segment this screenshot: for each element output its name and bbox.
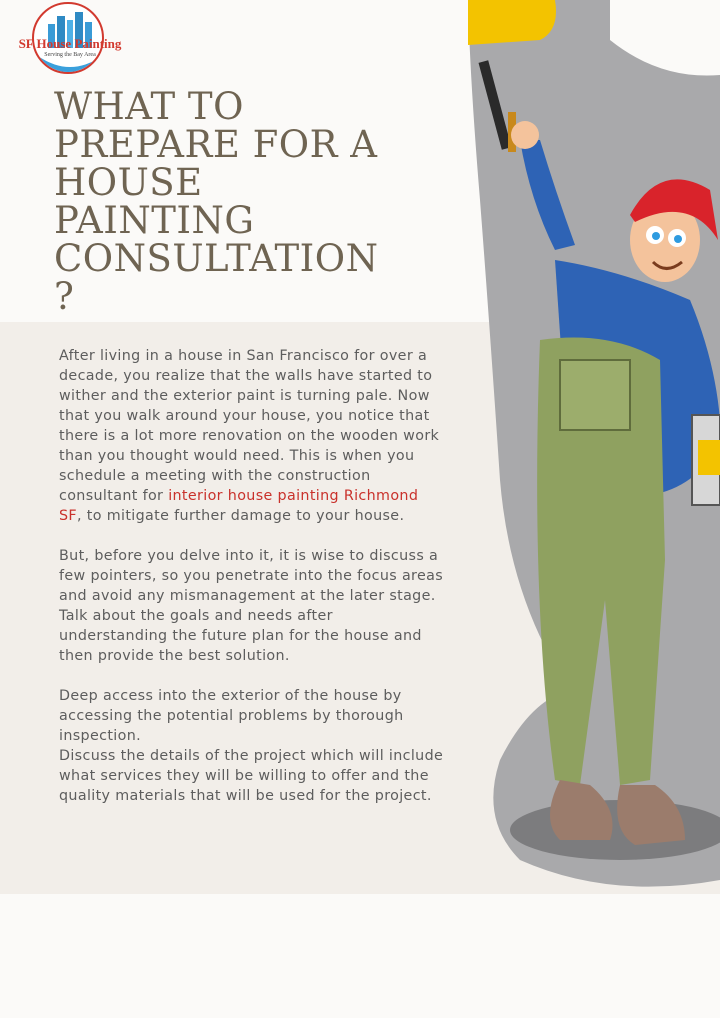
painter-illustration bbox=[460, 0, 720, 900]
logo-name: SF House Painting bbox=[18, 36, 122, 51]
paragraph-pointers: But, before you delve into it, it is wise to discuss a few pointers, so you penetrate into the focus areas and avoid any mismanagement at the later stage. bbox=[59, 548, 444, 604]
title-line: CONSULTATION bbox=[54, 237, 379, 280]
title-line: ? bbox=[54, 275, 75, 318]
floor-shadow bbox=[510, 800, 720, 860]
title-line: HOUSE bbox=[54, 161, 203, 204]
title-line: WHAT TO bbox=[54, 85, 244, 128]
title-line: PREPARE FOR A bbox=[54, 123, 378, 166]
logo-tagline: Serving the Bay Area bbox=[44, 52, 96, 58]
page-title bbox=[54, 85, 414, 318]
article-body bbox=[59, 346, 444, 806]
intro-text-end: , to mitigate further damage to your house. bbox=[77, 508, 405, 524]
roller-icon bbox=[468, 0, 556, 45]
title-line: PAINTING bbox=[54, 199, 255, 242]
paragraph-intro bbox=[59, 346, 444, 526]
intro-text: After living in a house in San Francisco for over a decade, you realize that the walls have started to wither and the exterior paint is turning pale. Now that you walk around your house, you notice that there is a lot more renovation on the wooden work than you thought would need. This is when you schedule a meeting with the construction consultant for bbox=[59, 348, 440, 504]
logo[interactable] bbox=[18, 2, 122, 78]
service-link[interactable]: interior house painting Richmond SF bbox=[59, 488, 419, 524]
paragraph-goals: Talk about the goals and needs after understanding the future plan for the house and then provide the best solution. bbox=[59, 608, 422, 664]
paragraph-inspection: Deep access into the exterior of the house by accessing the potential problems by thorough inspection. bbox=[59, 688, 404, 744]
paragraph-details: Discuss the details of the project which will include what services they will be willing to offer and the quality materials that will be used for the project. bbox=[59, 748, 444, 804]
